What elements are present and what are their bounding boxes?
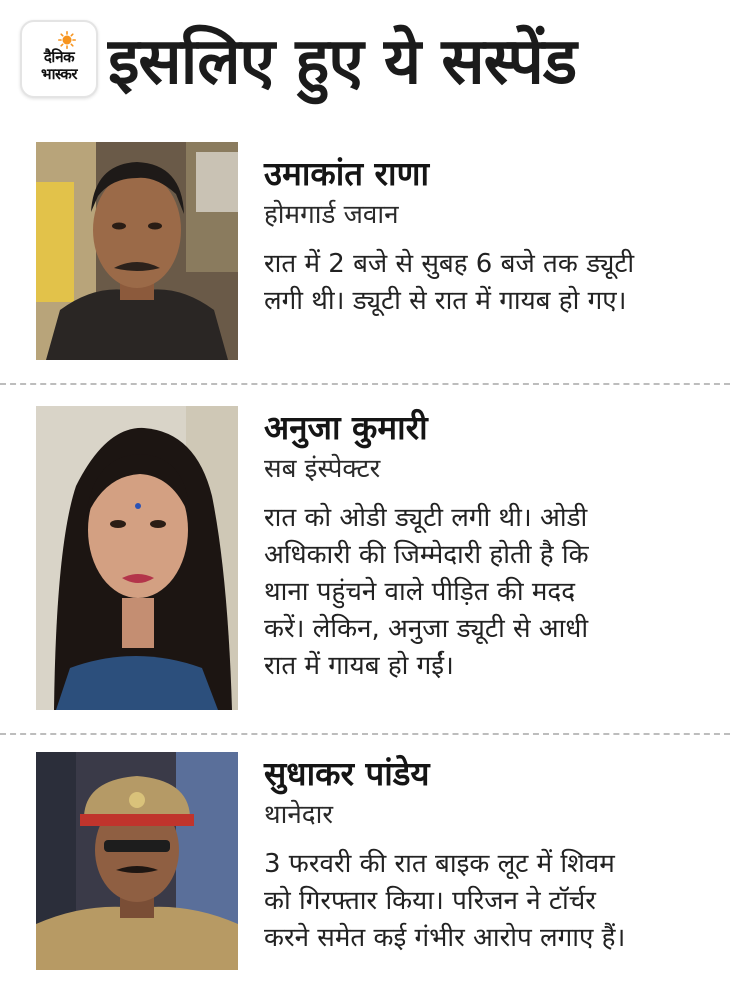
description-line: 3 फरवरी की रात बाइक लूट में शिवम (264, 849, 615, 879)
logo-line-1: दैनिक (43, 48, 75, 66)
description-line: थाना पहुंचने वाले पीड़ित की मदद (264, 577, 575, 607)
person-info-3 (264, 752, 714, 957)
person-card-2 (0, 406, 730, 710)
person-description (264, 846, 714, 957)
person-photo-1 (36, 142, 238, 360)
page-title: इसलिए हुए ये सस्पेंड (108, 25, 577, 99)
person-info-2 (264, 406, 714, 685)
person-photo-2 (36, 406, 238, 710)
header (0, 0, 730, 120)
description-line: रात में गायब हो गईं। (264, 651, 454, 681)
woman-portrait-icon (36, 406, 238, 710)
person-description (264, 500, 714, 685)
person-name: सुधाकर पांडेय (264, 754, 430, 793)
description-line: करने समेत कई गंभीर आरोप लगाए हैं। (264, 923, 626, 953)
person-description (264, 246, 714, 320)
person-card-3 (0, 752, 730, 970)
dainik-bhaskar-logo (20, 20, 98, 98)
man-portrait-icon (36, 142, 238, 360)
divider (0, 733, 730, 735)
person-name: अनुजा कुमारी (264, 408, 428, 447)
description-line: अधिकारी की जिम्मेदारी होती है कि (264, 540, 589, 570)
person-role: सब इंस्पेक्टर (264, 454, 381, 484)
person-info-1 (264, 152, 714, 320)
description-line: रात में 2 बजे से सुबह 6 बजे तक ड्यूटी (264, 249, 635, 279)
police-officer-portrait-icon (36, 752, 238, 970)
divider (0, 383, 730, 385)
description-line: करें। लेकिन, अनुजा ड्यूटी से आधी (264, 614, 589, 644)
person-role: होमगार्ड जवान (264, 200, 399, 230)
logo-line-2: भास्कर (41, 65, 77, 83)
description-line: लगी थी। ड्यूटी से रात में गायब हो गए। (264, 286, 627, 316)
person-name: उमाकांत राणा (264, 154, 430, 193)
person-card-1 (0, 142, 730, 360)
description-line: रात को ओडी ड्यूटी लगी थी। ओडी (264, 503, 588, 533)
person-role: थानेदार (264, 800, 333, 830)
description-line: को गिरफ्तार किया। परिजन ने टॉर्चर (264, 886, 596, 916)
sun-icon (58, 31, 76, 49)
person-photo-3 (36, 752, 238, 970)
